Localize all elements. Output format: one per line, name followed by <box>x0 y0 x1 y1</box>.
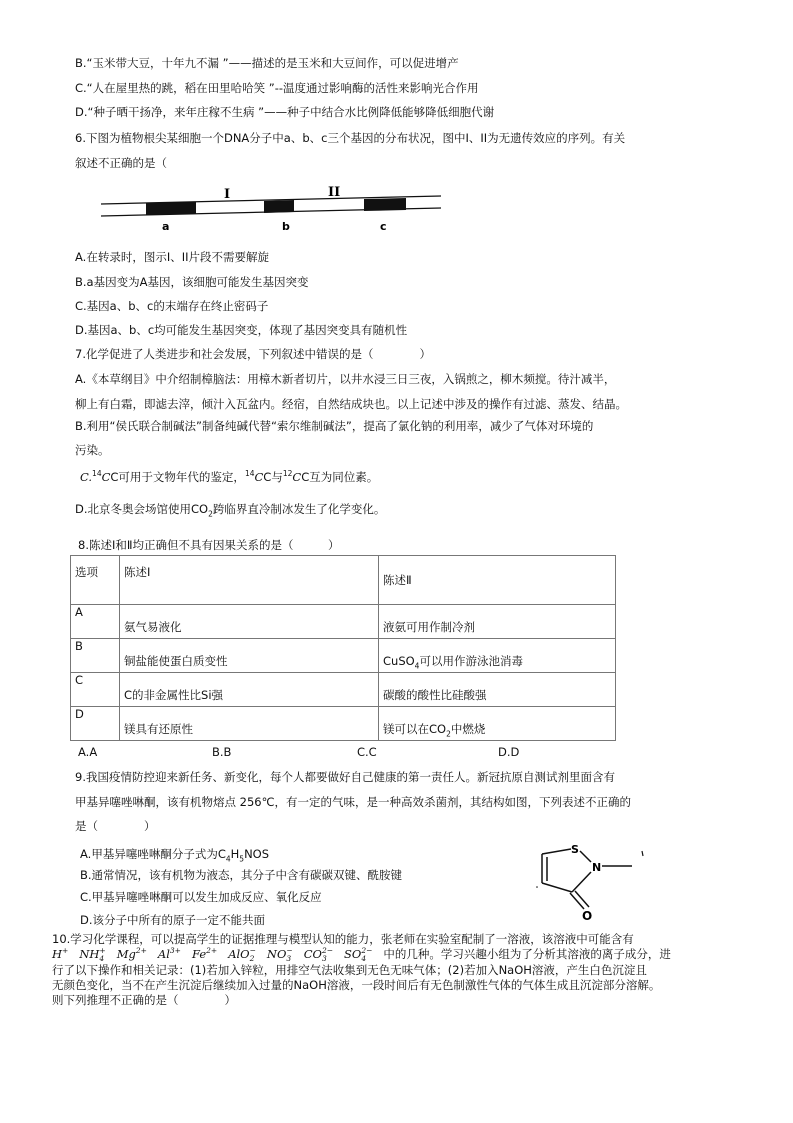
ion-formula: AlO − 2 <box>228 946 256 963</box>
q10-line3: 行了以下操作和相关记录：(1)若加入锌粒，用排空气法收集到无色无味气体；(2)若加入NaOH溶液，产生白色沉淀且 <box>52 963 647 977</box>
gene-c-label: c <box>380 220 387 233</box>
ion-formula: NH + 4 <box>79 946 106 963</box>
q6-option-a: A.在转录时，图示I、II片段不需要解旋 <box>75 250 269 264</box>
q7-stem: 7.化学促进了人类进步和社会发展，下列叙述中错误的是（ ） <box>75 347 431 361</box>
q10-block <box>52 932 782 1008</box>
row-statement-2: 镁可以在$CO_2$中燃烧 <box>379 707 616 741</box>
q6-stem-line2: 叙述不正确的是（ <box>75 156 167 170</box>
row-option: D <box>71 707 120 741</box>
table-row <box>71 605 616 639</box>
q8-choice-c: C.C <box>357 745 377 759</box>
row-statement-2: CuSO$_4$可以用作游泳池消毒 <box>379 639 616 673</box>
q8-choice-a: A.A <box>78 745 98 759</box>
table-row <box>71 707 616 741</box>
row-statement-2: 碳酸的酸性比硅酸强 <box>379 673 616 707</box>
ion-formula: CO 2− 3 <box>303 946 333 963</box>
oxygen-atom-label: O <box>582 909 593 923</box>
q5-option-d: D.“种子晒干扬净，来年庄稼不生病 ”——种子中结合水比例降低能够降低细胞代谢 <box>75 105 495 119</box>
header-statement-1: 陈述Ⅰ <box>120 556 379 605</box>
gene-b-label: b <box>282 220 290 233</box>
q9-stem-line3: 是（ ） <box>75 819 156 833</box>
q10-line1: 10.学习化学课程，可以提高学生的证据推理与模型认知的能力，张老师在实验室配制了一溶液，该溶液中可能含有 <box>52 932 634 946</box>
q7-option-d: D.北京冬奥会场馆使用$CO_2$跨临界直冷制冰发生了化学变化。 <box>75 502 386 519</box>
table-row <box>71 639 616 673</box>
ion-list <box>52 947 383 961</box>
q9-option-a: A.甲基异噻唑啉酮分子式为$C_4H_5NOS$ <box>80 847 270 864</box>
row-statement-1: C的非金属性比Si强 <box>120 673 379 707</box>
row-statement-1: 氨气易液化 <box>120 605 379 639</box>
ion-formula: Mg 2+ <box>116 946 147 961</box>
q7-option-a-line2: 柳上有白霜，即滤去滓，倾汁入瓦盆内。经宿，自然结成块也。以上记述中涉及的操作有过滤、蒸发、结晶。 <box>75 397 627 411</box>
q6-option-c: C.基因a、b、c的末端存在终止密码子 <box>75 299 269 313</box>
row-option: B <box>71 639 120 673</box>
q7-option-c: C.$^{14}$CC可用于文物年代的鉴定，$^{14}$CC与$^{12}$CC互为同位素。 <box>80 469 379 484</box>
segment-i-label: I <box>224 187 231 202</box>
q10-line4: 无颜色变化，当不在产生沉淀后继续加入过量的NaOH溶液，一段时间后有无色制激性气体的气体生成且沉淀部分溶解。 <box>52 978 661 992</box>
segment-ii-label: II <box>328 185 341 200</box>
dna-gene-diagram <box>96 180 446 236</box>
q9-option-b: B.通常情况，该有机物为液态，其分子中含有碳碳双键、酰胺键 <box>80 868 403 882</box>
q9-stem-line1: 9.我国疫情防控迎来新任务、新变化，每个人都要做好自己健康的第一责任人。新冠抗原自测试剂里面含有 <box>75 770 615 784</box>
table-row <box>71 673 616 707</box>
q10-line5: 则下列推理不正确的是（ ） <box>52 993 236 1007</box>
q9-option-c: C.甲基异噻唑啉酮可以发生加成反应、氧化反应 <box>80 890 322 904</box>
sulfur-atom-label: S <box>571 843 579 856</box>
q9-option-d: D.该分子中所有的原子一定不能共面 <box>80 913 266 927</box>
row-option: C <box>71 673 120 707</box>
table-header-row <box>71 556 616 605</box>
q7-option-b-line2: 污染。 <box>75 443 110 457</box>
nitrogen-atom-label: N <box>592 861 602 874</box>
ion-formula: NO − 3 <box>266 946 293 963</box>
gene-a-block <box>146 202 196 215</box>
header-option: 选项 <box>71 556 120 605</box>
q8-stem: 8.陈述Ⅰ和Ⅱ均正确但不具有因果关系的是（ ） <box>78 538 340 552</box>
row-statement-1: 镁具有还原性 <box>120 707 379 741</box>
gene-a-label: a <box>162 220 170 233</box>
q8-choice-d: D.D <box>498 745 520 759</box>
q6-stem-line1: 6.下图为植物根尖某细胞一个DNA分子中a、b、c三个基因的分布状况，图中I、II为无遗传效应的序列。有关 <box>75 131 626 145</box>
methylisothiazolinone-structure <box>528 835 658 925</box>
ion-formula: Al 3+ <box>157 946 181 961</box>
gene-c-block <box>364 198 406 211</box>
row-statement-1: 铜盐能使蛋白质变性 <box>120 639 379 673</box>
q9-stem-line2: 甲基异噻唑啉酮，该有机物熔点 256℃，有一定的气味，是一种高效杀菌剂，其结构如图，下列表述不正确的 <box>75 795 632 809</box>
q5-option-b: B.“玉米带大豆，十年九不漏 ”——描述的是玉米和大豆间作，可以促进增产 <box>75 56 459 70</box>
ion-formula: Fe 2+ <box>191 946 218 961</box>
gene-b-block <box>264 200 294 213</box>
q6-option-b: B.a基因变为A基因，该细胞可能发生基因突变 <box>75 275 309 289</box>
header-statement-2: 陈述Ⅱ <box>379 556 616 605</box>
ion-formula: SO 2− 4 <box>344 946 373 963</box>
q8-table <box>70 555 616 741</box>
q7-option-a-line1: A.《本草纲目》中介绍制樟脑法：用樟木新者切片，以井水浸三日三夜，入锅煎之，柳木频搅。待汁减半， <box>75 372 616 386</box>
q8-choice-b: B.B <box>212 745 232 759</box>
row-statement-2: 液氨可用作制冷剂 <box>379 605 616 639</box>
q10-line2: H + NH + 4 Mg 2+ Al 3+ Fe 2+ AlO − 2 NO − 3 CO 2− 3 SO 2− 4 中的几种。学习兴趣小组为了分析其溶液的离子成分，进 <box>52 946 671 963</box>
ion-formula: H + <box>52 946 69 961</box>
q7-option-b-line1: B.利用“侯氏联合制碱法”制备纯碱代替“索尔维制碱法”，提高了氯化钠的利用率，减少了气体对环境的 <box>75 419 594 433</box>
q5-option-c: C.“人在屋里热的跳，稻在田里哈哈笑 ”--温度通过影响酶的活性来影响光合作用 <box>75 81 479 95</box>
row-option: A <box>71 605 120 639</box>
q6-option-d: D.基因a、b、c均可能发生基因突变，体现了基因突变具有随机性 <box>75 323 408 337</box>
